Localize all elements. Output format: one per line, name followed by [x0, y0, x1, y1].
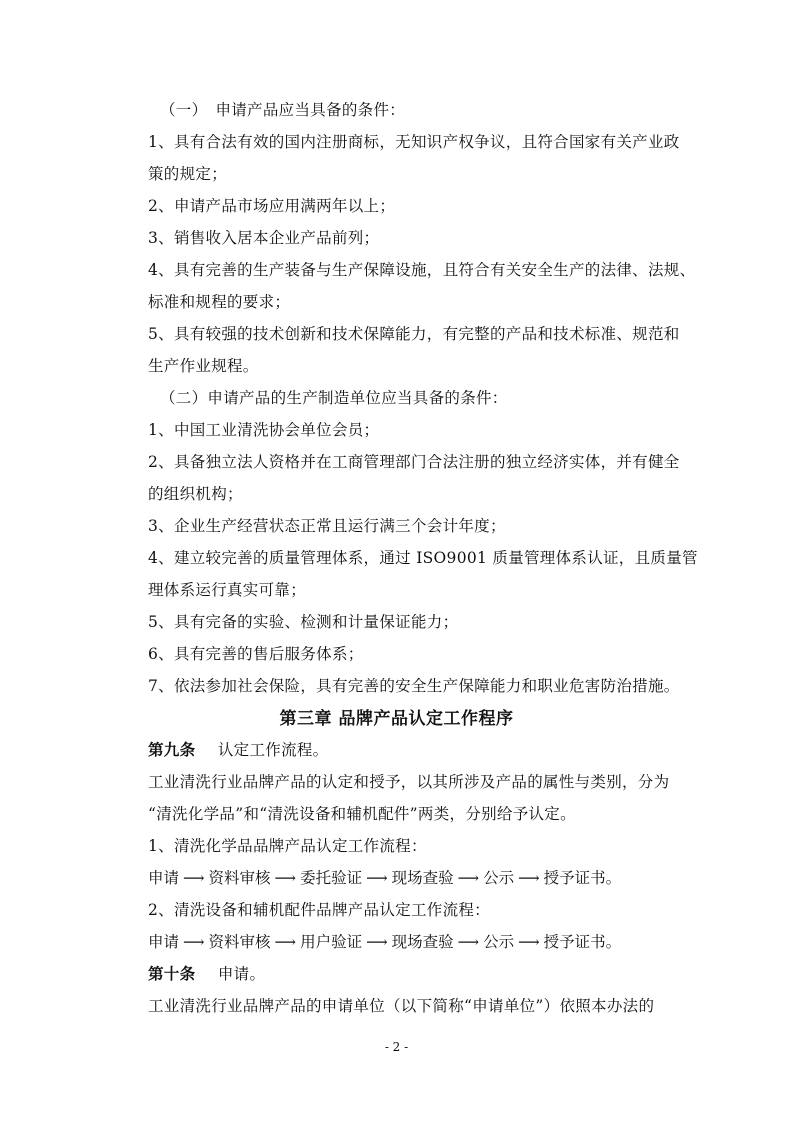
arrow-right-icon: ⟶: [518, 869, 540, 887]
paragraph-line: 5、具有较强的技术创新和技术保障能力，有完整的产品和技术标准、规范和: [148, 325, 680, 343]
flow-2-step: 资料审核: [208, 933, 271, 951]
arrow-right-icon: ⟶: [457, 869, 480, 887]
article-9-label: 第九条: [148, 741, 196, 759]
paragraph-line: 3、销售收入居本企业产品前列；: [148, 229, 380, 247]
flow-1-step: 申请: [148, 869, 180, 887]
flow-2-step: 授予证书。: [543, 933, 622, 951]
flow-1-step: 授予证书。: [543, 869, 622, 887]
flow-2-step: 申请: [148, 933, 180, 951]
flow-1-title: 1、清洗化学品品牌产品认定工作流程：: [148, 837, 427, 855]
paragraph-line: 7、依法参加社会保险，具有完善的安全生产保障能力和职业危害防治措施。: [148, 677, 680, 695]
flow-2-step: 用户验证: [300, 933, 363, 951]
flow-2-step: 公示: [483, 933, 515, 951]
flow-1-step: 现场查验: [391, 869, 454, 887]
paragraph-line: 标准和规程的要求；: [148, 293, 291, 311]
section-heading-2: （二）申请产品的生产制造单位应当具备的条件：: [160, 389, 508, 407]
page-number: - 2 -: [384, 1040, 409, 1054]
article-10: [148, 964, 265, 984]
flow-1-diagram: [148, 868, 621, 888]
paragraph-line: 3、企业生产经营状态正常且运行满三个会计年度；: [148, 517, 506, 535]
article-10-text: 申请。: [217, 965, 266, 983]
paragraph-line: 工业清洗行业品牌产品的申请单位（以下简称“申请单位”）依照本办法的: [148, 997, 655, 1015]
arrow-right-icon: ⟶: [366, 933, 388, 951]
arrow-right-icon: ⟶: [366, 869, 388, 887]
flow-1-step: 资料审核: [208, 869, 271, 887]
paragraph-line: 6、具有完善的售后服务体系；: [148, 645, 364, 663]
paragraph-line: 生产作业规程。: [148, 357, 259, 375]
flow-1-step: 公示: [483, 869, 515, 887]
flow-2-title: 2、清洗设备和辅机配件品牌产品认定工作流程：: [148, 901, 490, 919]
article-9: [148, 740, 328, 760]
paragraph-line: 5、具有完备的实验、检测和计量保证能力；: [148, 613, 459, 631]
flow-2-step: 现场查验: [391, 933, 454, 951]
article-10-label: 第十条: [148, 965, 196, 983]
flow-2-diagram: [148, 932, 621, 952]
chapter-title: 第三章 品牌产品认定工作程序: [279, 709, 514, 729]
paragraph-line: 1、中国工业清洗协会单位会员；: [148, 421, 380, 439]
arrow-right-icon: ⟶: [274, 933, 297, 951]
section-heading-1: （一） 申请产品应当具备的条件：: [160, 101, 406, 119]
flow-1-step: 委托验证: [300, 869, 363, 887]
paragraph-line: 工业清洗行业品牌产品的认定和授予，以其所涉及产品的属性与类别，分为: [148, 773, 670, 791]
arrow-right-icon: ⟶: [183, 869, 205, 887]
arrow-right-icon: ⟶: [274, 869, 297, 887]
paragraph-line: 4、建立较完善的质量管理体系，通过 ISO9001 质量管理体系认证，且质量管: [148, 549, 698, 567]
paragraph-line: 2、申请产品市场应用满两年以上；: [148, 197, 396, 215]
paragraph-line: 策的规定；: [148, 165, 228, 183]
paragraph-line: 的组织机构；: [148, 485, 243, 503]
article-9-text: 认定工作流程。: [217, 741, 329, 759]
arrow-right-icon: ⟶: [518, 933, 540, 951]
paragraph-line: 4、具有完善的生产装备与生产保障设施，且符合有关安全生产的法律、法规、: [148, 261, 696, 279]
paragraph-line: 理体系运行真实可靠；: [148, 581, 307, 599]
paragraph-line: 1、具有合法有效的国内注册商标，无知识产权争议，且符合国家有关产业政: [148, 133, 680, 151]
arrow-right-icon: ⟶: [183, 933, 205, 951]
paragraph-line: “清洗化学品”和“清洗设备和辅机配件”两类，分别给予认定。: [148, 805, 576, 823]
paragraph-line: 2、具备独立法人资格并在工商管理部门合法注册的独立经济实体，并有健全: [148, 453, 680, 471]
arrow-right-icon: ⟶: [457, 933, 480, 951]
